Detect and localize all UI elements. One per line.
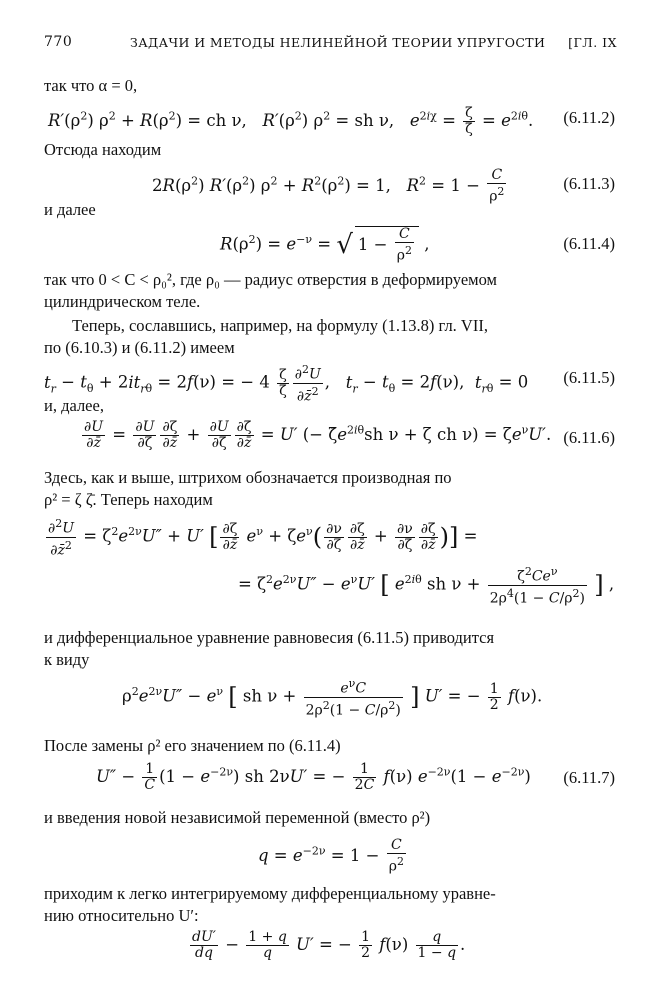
equation-body: U″ − $\frac{1}{C}$ $(1 - e^{-2\nu})$ sh 2νU′ = − $\frac{1}{2C}$ f(ν) $e^{-2\nu}(1 - e^{-2\nu})$ bbox=[96, 761, 531, 793]
text-line-2: Отсюда находим bbox=[44, 140, 162, 159]
equation-number: (6.11.4) bbox=[563, 234, 615, 253]
equation-6-11-5 bbox=[44, 358, 615, 405]
equation-final bbox=[44, 926, 615, 966]
text-line-3: и далее bbox=[44, 200, 96, 219]
equation-6-11-4 bbox=[44, 222, 615, 262]
text-line-16: нию относительно U′: bbox=[44, 906, 199, 925]
equation-6-11-7 bbox=[44, 758, 615, 794]
page-number: 770 bbox=[44, 34, 73, 50]
text-line-11: и дифференциальное уравнение равновесия (6.11.5) приводится bbox=[44, 628, 495, 647]
text-line-1: так что α = 0, bbox=[44, 76, 138, 95]
text-line-12: к виду bbox=[44, 650, 90, 669]
equation-body: $\frac{\partial^2U}{\partial z̄^2}$ = $\zeta^2e^{2\nu}U'' + U'$ [ $\frac{\partial\zeta}{\partial z̄}$ $e^\nu + \zeta e^\nu$( $\frac{\partial\nu}{\partial\zeta}$ $\frac{\partial\zeta}{\partial z̄}$ + $\frac{\partial\nu}{\partial\zetā}$ $\frac{\partial\zetā}{\partial z̄}$ )] = bbox=[48, 517, 478, 559]
equation-q-definition bbox=[44, 834, 615, 875]
text-line-4: так что 0 < C < ρ₀², где ρ₀ — радиус отверстия в деформируемом bbox=[44, 270, 497, 289]
equation-body: $2R(\rho^2)$ $R'(\rho^2) \rho^2 + R^2(\rho^2) = 1$, $R^2 = 1$ − $\frac{C}{\rho^2}$ bbox=[152, 167, 505, 205]
text-line-14: и введения новой независимой переменной (вместо ρ²) bbox=[44, 808, 431, 827]
equation-body: $q = e^{-2\nu} = 1$ − $\frac{C}{\rho^2}$ bbox=[258, 837, 404, 875]
text-line-10: ρ² = ζ ζ̄. Теперь находим bbox=[44, 490, 213, 509]
equation-body: $\frac{dU'}{dq}$ − $\frac{1 + q}{q}$ U′ = − $\frac{1}{2}$ f(ν) $\frac{q}{1 - q}$ . bbox=[192, 929, 466, 961]
equation-body: $t_r - t_\theta + 2it_{r\theta} = 2f(\nu)$ = − 4 $\frac{\zeta}{\zetā}$ $\frac{\partial^2U}{\partial z̄^2}$ , $t_r - t_\theta = 2f(\nu)$, $t_{r\theta} = 0$ bbox=[44, 363, 529, 405]
equation-body: = $\zeta^2e^{2\nu}U'' - e^\nu U'$ [ $e^{2i\theta}$ sh ν + $\frac{\zeta^2Ce^\nu}{2\rho^4(1 - C/\rho^2)}$ ] , bbox=[238, 565, 615, 607]
text-line-9: Здесь, как и выше, штрихом обозначается производная по bbox=[44, 468, 452, 487]
equation-reduced-form bbox=[44, 668, 615, 724]
running-header bbox=[44, 34, 617, 56]
equation-body: $\frac{\partial U}{\partial z̄}$ = $\frac{\partial U}{\partial\zeta}$ $\frac{\partial\zeta}{\partial z̄}$ + $\frac{\partial U}{\partial\zetā}$ $\frac{\partial\zetā}{\partial z̄}$ = U′ (− $\zetāe^{2i\theta}sh$ ν + ζ ch $\nu) = \zeta e^\nu U'$. bbox=[84, 419, 552, 451]
text-line-8: и, далее, bbox=[44, 396, 104, 415]
equation-number: (6.11.2) bbox=[563, 108, 615, 127]
equation-body: $R'(\rho^2) \rho^2 + R(\rho^2)$ = ch ν, $R'(\rho^2) \rho^2$ = sh ν, $e^{2i\chi}$ = $\frac{\zeta}{\zetā}$ = $e^{2i\theta}$. bbox=[48, 105, 534, 137]
equation-number: (6.11.7) bbox=[563, 768, 615, 787]
equation-6-11-3 bbox=[44, 164, 615, 205]
equation-6-11-6 bbox=[44, 416, 615, 456]
text-line-13: После замены ρ² его значением по (6.11.4) bbox=[44, 736, 341, 755]
text-line-6: Теперь, сославшись, например, на формулу (1.13.8) гл. VII, bbox=[72, 316, 488, 335]
equation-number: (6.11.5) bbox=[563, 368, 615, 387]
equation-number: (6.11.3) bbox=[563, 174, 615, 193]
equation-body: $\rho^2e^{2\nu}U'' - e^\nu$ [ sh ν + $\frac{e^\nu C}{2\rho^2(1 - C/\rho^2)}$ ] U′ = − $\frac{1}{2}$ f(ν). bbox=[122, 677, 543, 719]
running-title: ЗАДАЧИ И МЕТОДЫ НЕЛИНЕЙНОЙ ТЕОРИИ УПРУГОСТИ bbox=[130, 35, 546, 50]
text-line-15: приходим к легко интегрируемому дифференциальному уравне- bbox=[44, 884, 496, 903]
equation-second-derivative-line-2 bbox=[44, 558, 615, 616]
equation-second-derivative-line-1 bbox=[44, 512, 615, 559]
equation-body: $R(\rho^2) = e^{-\nu}$ = √ 1 − $\frac{C}{\rho^2}$ , bbox=[220, 226, 430, 264]
equation-number: (6.11.6) bbox=[563, 428, 615, 447]
text-line-5: цилиндрическом теле. bbox=[44, 292, 201, 311]
text-line-7: по (6.10.3) и (6.11.2) имеем bbox=[44, 338, 235, 357]
equation-6-11-2 bbox=[44, 104, 615, 137]
chapter-marker: [ГЛ. IX bbox=[568, 35, 617, 50]
